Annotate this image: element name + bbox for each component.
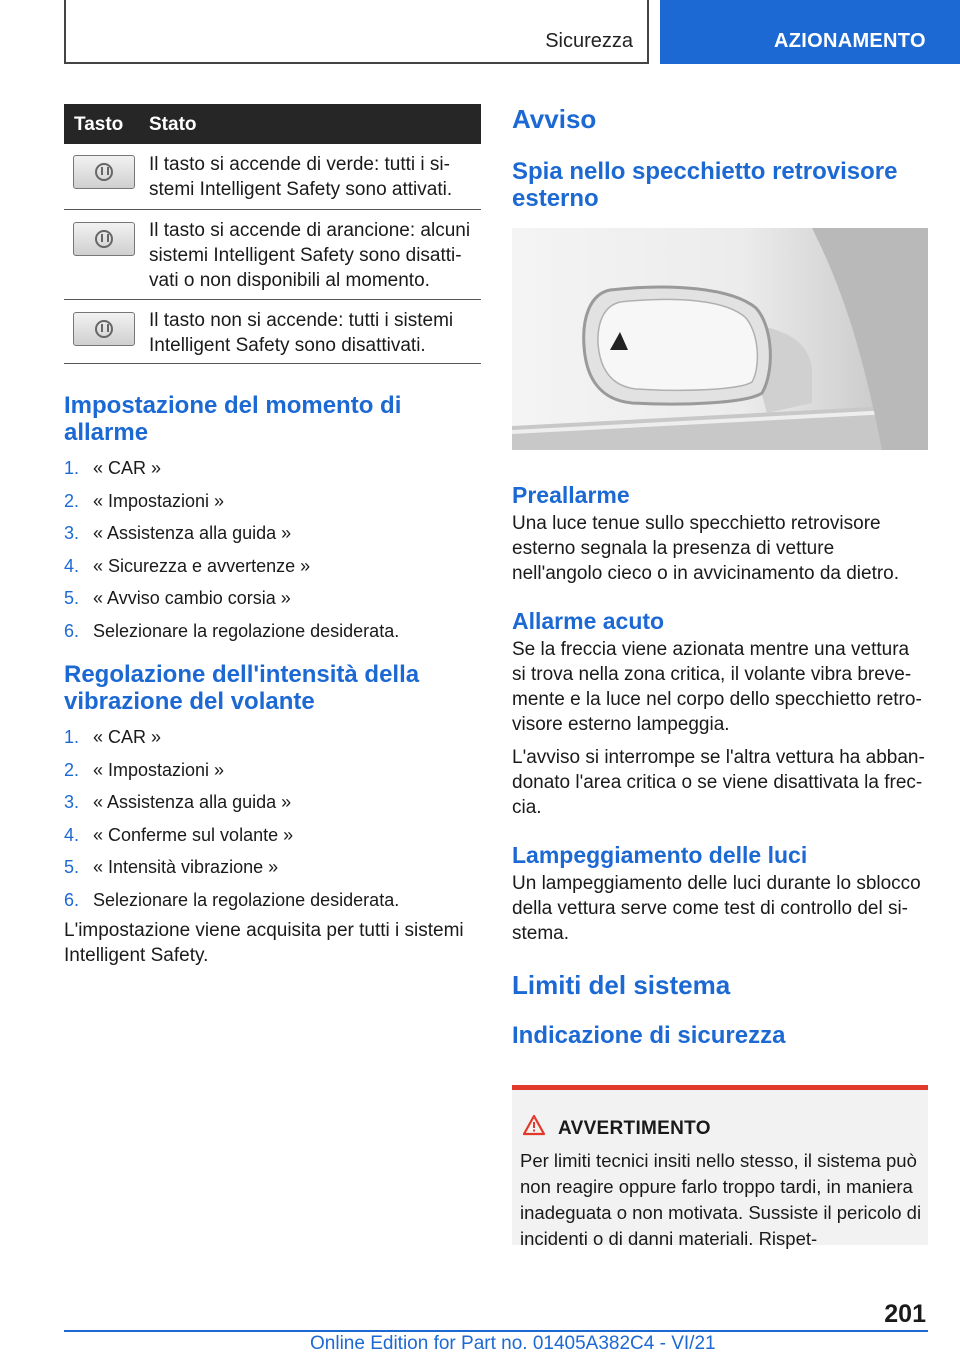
table-row xyxy=(64,210,481,300)
table-header-state: Stato xyxy=(149,114,197,135)
left-column xyxy=(64,104,481,968)
list-item: 3. « Assistenza alla guida » xyxy=(64,792,292,812)
table-header-key: Tasto xyxy=(74,114,124,135)
warning-text: Per limiti tecnici insiti nello stesso, il sistema può non reagire oppure farlo troppo tardi, in maniera inadeguata o non motivata. Sussiste il pericolo di incidenti o di danni materiali. Rispet- xyxy=(520,1150,922,1249)
subtitle-light-flash: Lampeggiamento delle luci xyxy=(512,842,808,868)
section-title-vibration: Regolazione dell'intensità della vibrazione del volante xyxy=(64,661,420,715)
list-item: 1. « CAR » xyxy=(64,458,162,478)
intelligent-safety-icon xyxy=(95,320,113,338)
page-number: 201 xyxy=(884,1300,926,1328)
table-header xyxy=(64,104,481,144)
vibration-steps xyxy=(64,721,481,916)
vibration-note: L'impostazione viene acquisita per tutti i sistemi Intelligent Safety. xyxy=(64,920,464,966)
subtitle-safety-info: Indicazione di sicurezza xyxy=(512,1022,786,1049)
list-item: 2. « Impostazioni » xyxy=(64,759,225,780)
footer-edition: Online Edition for Part no. 01405A382C4 - VI/21 xyxy=(310,1333,716,1354)
list-item: 1. « CAR » xyxy=(64,727,162,747)
list-item: 6. Selezionare la regolazione desiderata. xyxy=(64,889,400,910)
warning-box xyxy=(512,1085,928,1249)
table-cell-state: Il tasto non si accende: tutti i sistemi Intelligent Safety sono disattivati. xyxy=(149,310,454,356)
warning-icon xyxy=(522,1114,546,1136)
table-cell-state: Il tasto si accende di verde: tutti i si- stemi Intelligent Safety sono attivati. xyxy=(149,154,453,200)
subtitle-acute-alarm: Allarme acuto xyxy=(512,608,665,634)
list-item: 4. « Conferme sul volante » xyxy=(64,824,294,845)
footer-divider xyxy=(64,1330,928,1332)
header-chapter-title: AZIONAMENTO xyxy=(774,30,926,52)
intelligent-safety-button-image xyxy=(73,222,135,256)
list-item: 5. « Avviso cambio corsia » xyxy=(64,588,291,608)
intelligent-safety-icon xyxy=(95,163,113,181)
section-title-limits: Limiti del sistema xyxy=(512,970,731,1000)
acute-alarm-text-1: Se la freccia viene azionata mentre una vettura si trova nella zona critica, il volante vibra breve-mente e la luce nel corpo dello specchietto retro-visore esterno lampeggia. xyxy=(512,639,922,735)
table-row xyxy=(64,300,481,364)
list-item: 2. « Impostazioni » xyxy=(64,490,225,511)
mirror-photo xyxy=(512,228,928,450)
prealarm-text: Una luce tenue sullo specchietto retrovisore esterno segnala la presenza di vetture nell'angolo cieco o in avvicinamento da dietro. xyxy=(512,513,900,584)
list-item: 6. Selezionare la regolazione desiderata. xyxy=(64,620,400,641)
list-item: 3. « Assistenza alla guida » xyxy=(64,523,292,543)
section-title-avviso: Avviso xyxy=(512,104,597,134)
header-section-box xyxy=(64,0,649,64)
intelligent-safety-icon xyxy=(95,230,113,248)
intelligent-safety-button-image xyxy=(73,312,135,346)
header-section-title: Sicurezza xyxy=(545,30,633,52)
subtitle-mirror-light: Spia nello specchietto retrovisore esterno xyxy=(512,158,898,212)
right-column xyxy=(512,104,928,1049)
intelligent-safety-button-image xyxy=(73,155,135,189)
acute-alarm-text-2: L'avviso si interrompe se l'altra vettura ha abban-donato l'area critica o se viene disattivata la frec-cia. xyxy=(512,747,925,818)
light-flash-text: Un lampeggiamento delle luci durante lo sblocco della vettura serve come test di controllo del si-stema. xyxy=(512,873,921,944)
mirror-illustration xyxy=(512,228,928,450)
alarm-timing-steps xyxy=(64,452,481,647)
list-item: 5. « Intensità vibrazione » xyxy=(64,857,279,877)
section-title-alarm-timing: Impostazione del momento di allarme xyxy=(64,392,402,446)
table-row xyxy=(64,144,481,210)
warning-title: AVVERTIMENTO xyxy=(558,1118,711,1139)
list-item: 4. « Sicurezza e avvertenze » xyxy=(64,555,311,576)
header-chapter-tab xyxy=(660,0,960,64)
subtitle-prealarm: Preallarme xyxy=(512,482,630,508)
table-cell-state: Il tasto si accende di arancione: alcuni sistemi Intelligent Safety sono disatti- vati o non disponibili al momento. xyxy=(149,220,471,291)
